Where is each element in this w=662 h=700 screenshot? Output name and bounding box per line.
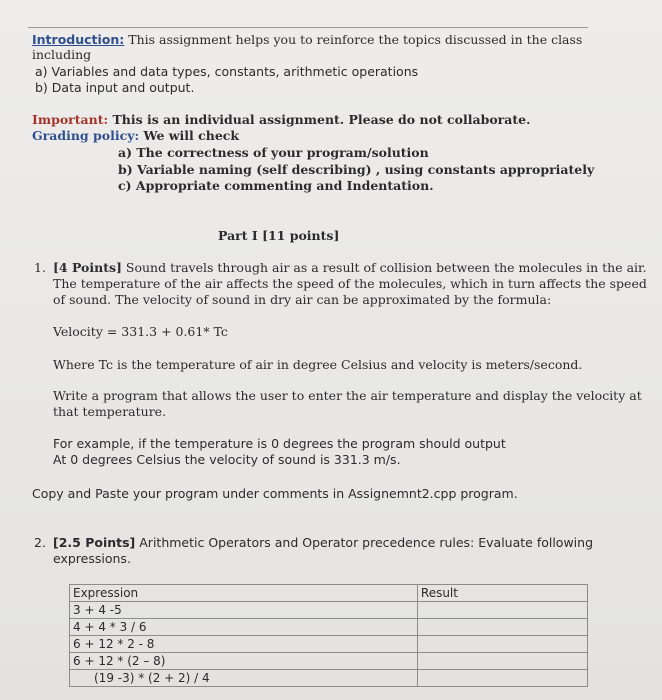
important-text: This is an individual assignment. Please do not collaborate. xyxy=(108,112,531,127)
q1-where: Where Tc is the temperature of air in degree Celsius and velocity is meters/second. xyxy=(53,357,583,372)
result-cell xyxy=(417,602,587,619)
result-cell xyxy=(417,619,587,636)
q1-example-line2: At 0 degrees Celsius the velocity of sound is 331.3 m/s. xyxy=(53,452,401,467)
table-row xyxy=(70,670,588,687)
intro-text: This assignment helps you to reinforce the topics discussed in the class xyxy=(124,32,583,47)
intro-label: Introduction: xyxy=(32,32,125,47)
important-label: Important: xyxy=(32,112,109,127)
q1-example-line1: For example, if the temperature is 0 degrees the program should output xyxy=(53,436,506,451)
q2-line1: [2.5 Points] Arithmetic Operators and Operator precedence rules: Evaluate following xyxy=(53,535,594,550)
expression-cell: 6 + 12 * 2 - 8 xyxy=(70,636,418,653)
table-row xyxy=(70,602,588,619)
q1-points: [4 Points] xyxy=(53,260,122,275)
q2-number: 2. xyxy=(34,535,46,550)
intro-item-b: b) Data input and output. xyxy=(35,80,195,95)
intro-text-cont: including xyxy=(32,47,92,62)
table-header-row xyxy=(70,585,588,602)
table-row xyxy=(70,619,588,636)
expression-cell: (19 -3) * (2 + 2) / 4 xyxy=(70,670,418,687)
result-cell xyxy=(417,670,587,687)
result-cell xyxy=(417,653,587,670)
table-row xyxy=(70,653,588,670)
q2-points: [2.5 Points] xyxy=(53,535,136,550)
grading-label: Grading policy: xyxy=(32,128,140,143)
grading-text: We will check xyxy=(139,128,240,143)
q1-formula: Velocity = 331.3 + 0.61* Tc xyxy=(53,324,228,339)
q1-write-line1: Write a program that allows the user to enter the air temperature and display the velocity at xyxy=(53,388,642,403)
q1-number: 1. xyxy=(34,260,46,275)
intro-item-a: a) Variables and data types, constants, arithmetic operations xyxy=(35,64,419,79)
q2-line2: expressions. xyxy=(53,551,131,566)
top-divider xyxy=(28,27,588,28)
expression-cell: 4 + 4 * 3 / 6 xyxy=(70,619,418,636)
grading-item-b: b) Variable naming (self describing) , using constants appropriately xyxy=(118,162,595,177)
expression-cell: 3 + 4 -5 xyxy=(70,602,418,619)
intro-paragraph xyxy=(32,32,582,48)
q1-write-line2: that temperature. xyxy=(53,404,167,419)
q1-line3: of sound. The velocity of sound in dry air can be approximated by the formula: xyxy=(53,292,552,307)
q1-line1: [4 Points] Sound travels through air as a result of collision between the molecules in the air. xyxy=(53,260,647,275)
q1-copy-instruction: Copy and Paste your program under comments in Assignemnt2.cpp program. xyxy=(32,486,518,501)
table-row xyxy=(70,636,588,653)
expression-cell: 6 + 12 * (2 – 8) xyxy=(70,653,418,670)
grading-policy xyxy=(32,128,239,144)
grading-item-a: a) The correctness of your program/solution xyxy=(118,145,429,160)
expression-table xyxy=(69,584,588,687)
result-cell xyxy=(417,636,587,653)
header-result: Result xyxy=(417,585,587,602)
important-note xyxy=(32,112,530,128)
header-expression: Expression xyxy=(70,585,418,602)
grading-item-c: c) Appropriate commenting and Indentation. xyxy=(118,178,434,193)
part1-heading: Part I [11 points] xyxy=(218,228,340,243)
q1-line2: The temperature of the air affects the speed of the molecules, which in turn affects the speed xyxy=(53,276,647,291)
